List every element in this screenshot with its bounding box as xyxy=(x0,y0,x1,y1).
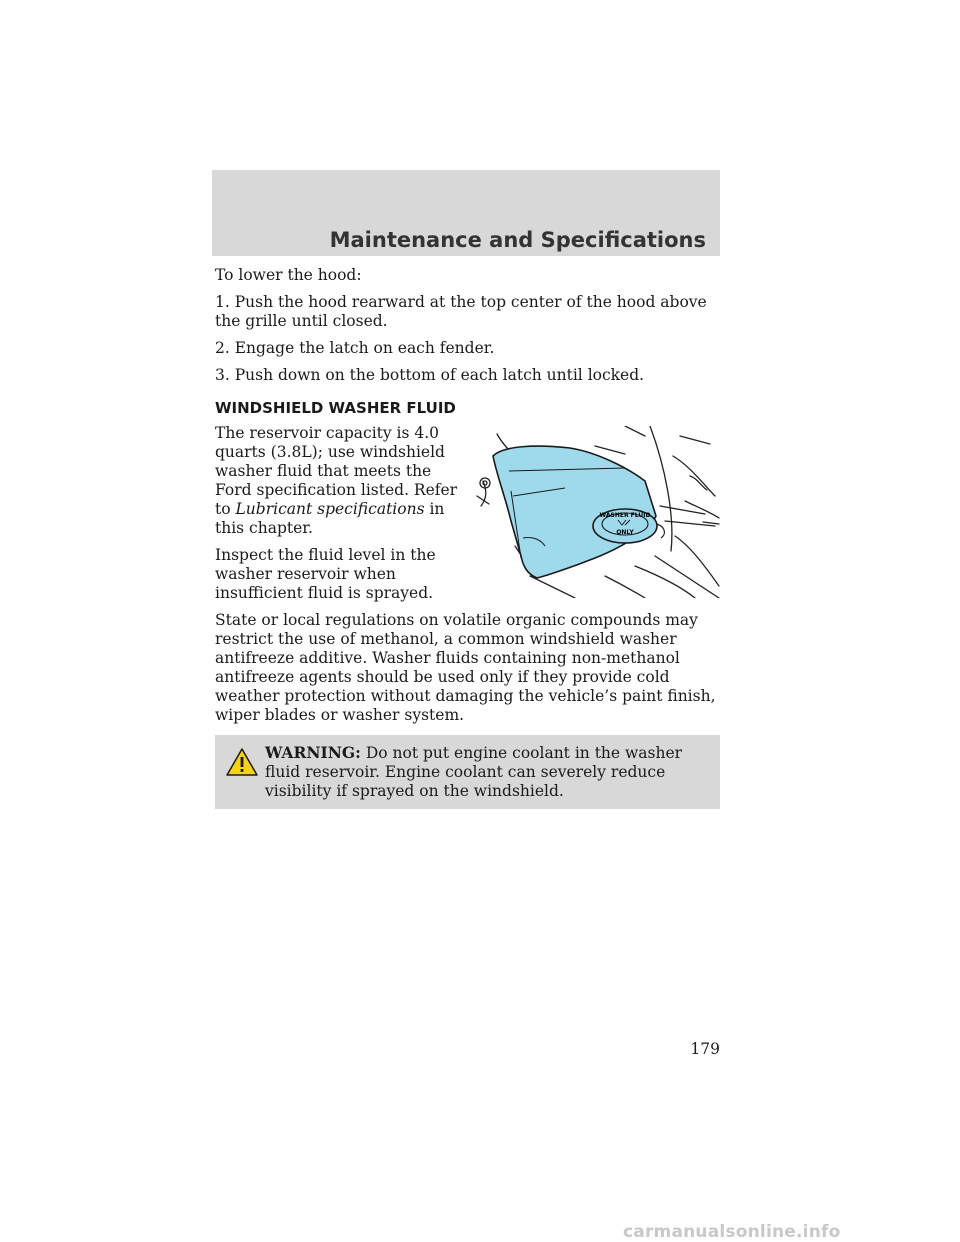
section-title: Maintenance and Specifications xyxy=(329,228,706,252)
step-3: 3. Push down on the bottom of each latch until locked. xyxy=(215,366,645,384)
warning-text: Do not put engine coolant in the washer fluid reservoir. Engine coolant can severely reduce visibility if sprayed on the windshield. xyxy=(265,744,683,800)
warning-label: WARNING: xyxy=(265,743,361,762)
warning-text-block xyxy=(218,743,712,801)
washer-fluid-heading: WINDSHIELD WASHER FLUID xyxy=(215,399,456,417)
page-number: 179 xyxy=(690,1040,720,1058)
lubricant-specifications-ref: Lubricant specifications xyxy=(235,500,425,518)
intro-text: To lower the hood: xyxy=(215,266,362,284)
washer-paragraph-3: State or local regulations on volatile organic compounds may restrict the use of methanol, a common windshield washer antifreeze additive. Washer fluids containing non-methanol antifreeze agents should be used only if they provide cold weather protection without damaging the vehicle’s paint finish, wiper blades or washer system. xyxy=(215,611,716,724)
washer-reservoir-illustration xyxy=(475,426,720,598)
capacity-text: The reservoir capacity is 4.0 quarts (3.8L); use windshield washer fluid that meets the Ford specification listed. Refer to xyxy=(215,424,458,518)
warning-box xyxy=(215,735,720,809)
watermark: carmanualsonline.info xyxy=(623,1222,841,1242)
step-2: 2. Engage the latch on each fender. xyxy=(215,339,495,357)
header-band xyxy=(212,170,720,256)
step-1: 1. Push the hood rearward at the top center of the hood above the grille until closed. xyxy=(215,293,707,330)
washer-paragraph-2: Inspect the fluid level in the washer reservoir when insufficient fluid is sprayed. xyxy=(215,546,436,602)
page-content xyxy=(215,266,720,809)
cap-label-top: WASHER FLUID xyxy=(599,512,651,519)
warning-triangle-icon xyxy=(225,747,259,777)
cap-label-bottom: ONLY xyxy=(616,529,634,536)
reference-tail: in this chapter. xyxy=(215,500,445,537)
